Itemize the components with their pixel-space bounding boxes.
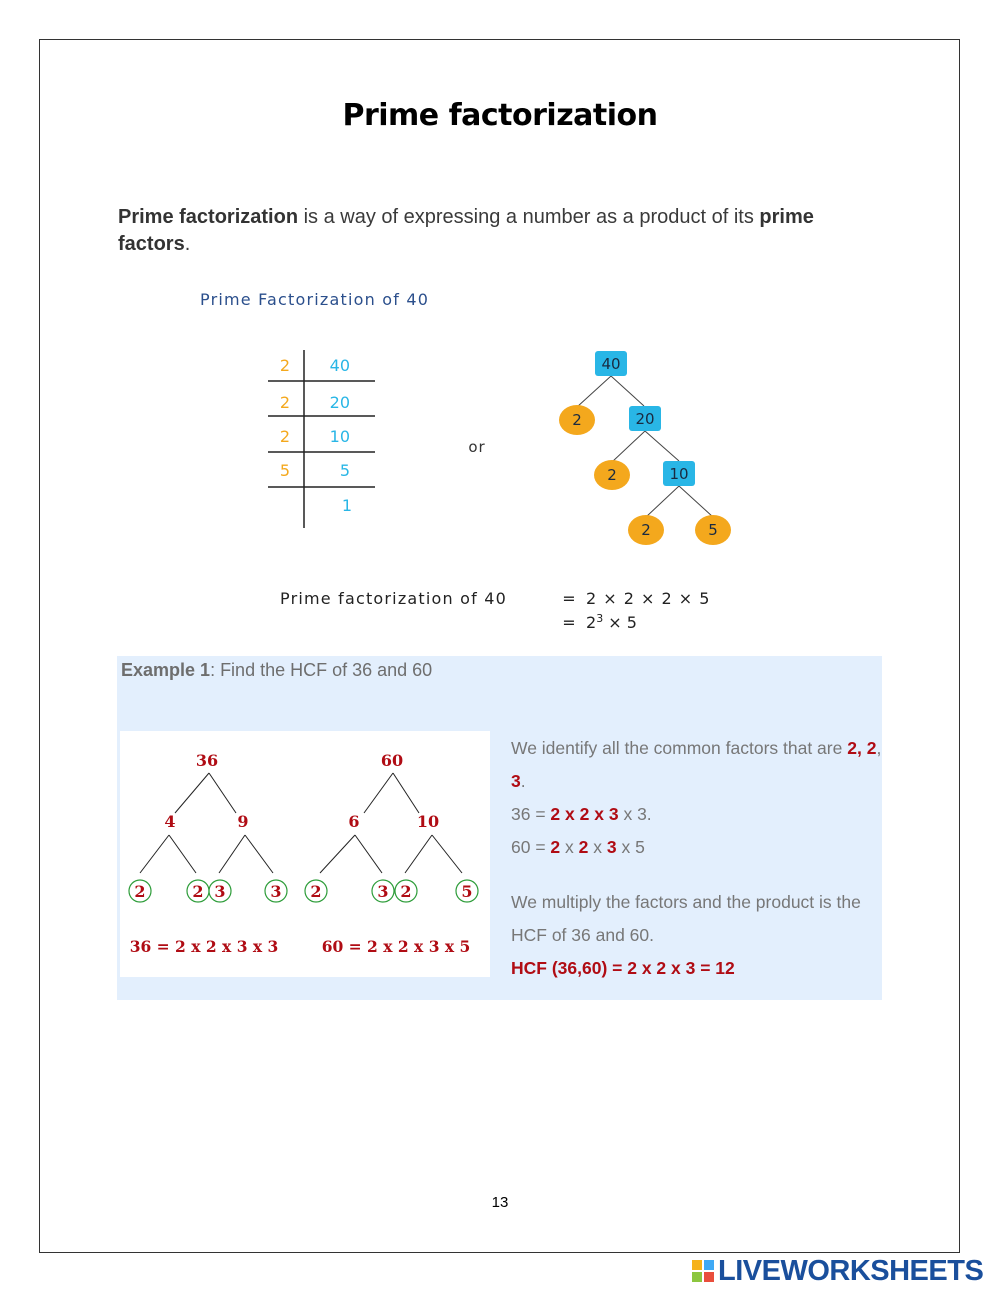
factor-tree-60 xyxy=(305,751,478,956)
hcf-result: HCF (36,60) = 2 x 2 x 3 = 12 xyxy=(511,958,735,978)
example-question: : Find the HCF of 36 and 60 xyxy=(210,660,433,680)
tree36-leaf: 2 xyxy=(192,882,204,901)
logo-blocks-icon xyxy=(692,1260,714,1282)
tree36-leaf: 2 xyxy=(134,882,146,901)
factor-trees-36-60 xyxy=(120,731,490,977)
result-label: Prime factorization of 40 xyxy=(280,589,508,608)
division-ladder xyxy=(268,350,375,528)
hcf-explanation xyxy=(511,732,883,985)
tree60-leaf: 2 xyxy=(400,882,412,901)
example-box xyxy=(117,656,882,1000)
definition-text: is a way of expressing a number as a product of its xyxy=(298,206,760,228)
page-title: Prime factorization xyxy=(342,98,658,133)
ladder-divisor: 5 xyxy=(279,461,291,480)
tree60-mid: 10 xyxy=(416,812,440,831)
tree36-leaf: 3 xyxy=(214,882,226,901)
example-label: Example 1 xyxy=(121,660,211,680)
tree60-leaf: 5 xyxy=(461,882,473,901)
ladder-quotient: 40 xyxy=(329,356,350,375)
tree36-mid: 4 xyxy=(164,812,176,831)
common-factors-text: We identify all the common factors that are 2, 2, 3. xyxy=(511,738,882,791)
ladder-quotient: 5 xyxy=(339,461,350,480)
prime-label: 5 xyxy=(708,521,718,539)
tree60-mid: 6 xyxy=(348,812,360,831)
liveworksheets-logo[interactable] xyxy=(692,1256,983,1286)
exponent-form: $2^3 \times 5$ xyxy=(586,612,637,632)
factor-trees-panel xyxy=(120,731,490,977)
factor-tree-36 xyxy=(129,751,287,956)
equation-36: 36 = 2 x 2 x 3 x 3. xyxy=(511,804,652,824)
ladder-divisor: 2 xyxy=(279,356,291,375)
factor-tree-40 xyxy=(559,351,731,545)
page-number: 13 xyxy=(491,1194,509,1211)
prime-label: 2 xyxy=(607,466,617,484)
example-heading xyxy=(121,660,432,681)
equation-60: 60 = 2 x 2 x 3 x 5 xyxy=(511,837,645,857)
factorization-result xyxy=(280,589,710,632)
tree60-equation: 60 = 2 x 2 x 3 x 5 xyxy=(321,937,471,956)
ladder-quotient: 10 xyxy=(329,427,350,446)
term-prime-factors: prime factors xyxy=(118,206,814,255)
prime-label: 2 xyxy=(641,521,651,539)
or-label: or xyxy=(468,438,486,456)
composite-label: 10 xyxy=(669,465,689,483)
diagram-heading: Prime Factorization of 40 xyxy=(200,290,430,309)
composite-label: 20 xyxy=(635,410,655,428)
definition-period: . xyxy=(184,233,191,255)
tree60-leaf: 2 xyxy=(310,882,322,901)
ladder-quotient: 20 xyxy=(329,393,350,412)
tree60-leaf: 3 xyxy=(377,882,389,901)
ladder-quotient: 1 xyxy=(341,496,352,515)
tree36-root: 36 xyxy=(195,751,219,770)
tree60-root: 60 xyxy=(380,751,404,770)
prime-label: 2 xyxy=(572,411,582,429)
equals-sign: = xyxy=(562,589,576,608)
composite-label: 40 xyxy=(601,355,621,373)
multiply-text: We multiply the factors and the product is the HCF of 36 and 60. xyxy=(511,892,861,945)
result-expression: 2 × 2 × 2 × 5 xyxy=(586,589,711,608)
ladder-divisor: 2 xyxy=(279,393,291,412)
tree36-leaf: 3 xyxy=(270,882,282,901)
equals-sign: = xyxy=(562,613,576,632)
brand-name: LIVEWORKSHEETS xyxy=(718,1254,984,1287)
tree36-mid: 9 xyxy=(237,812,249,831)
ladder-divisor: 2 xyxy=(279,427,291,446)
term-prime-factorization: Prime factorization xyxy=(118,206,299,228)
tree36-equation: 36 = 2 x 2 x 3 x 3 xyxy=(129,937,279,956)
